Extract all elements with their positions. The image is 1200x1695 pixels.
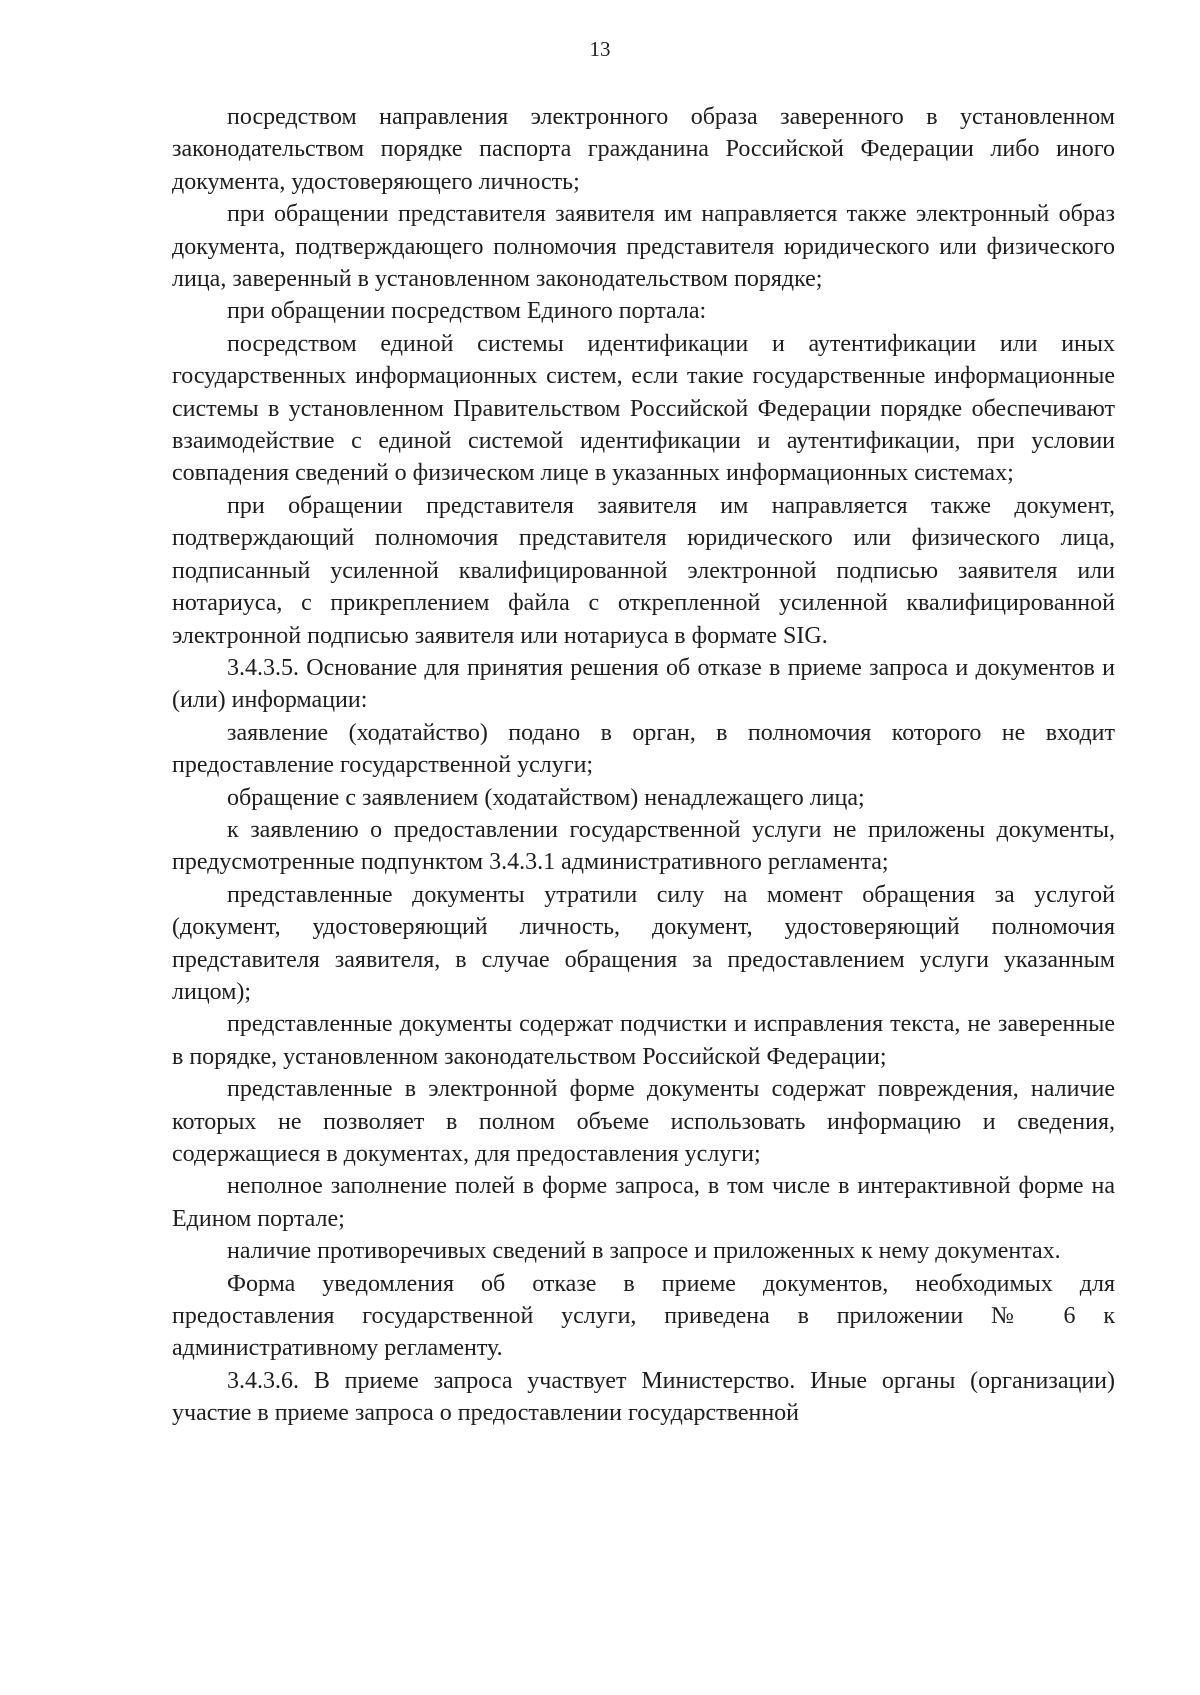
paragraph-missing-documents: к заявлению о предоставлении государственной услуги не приложены документы, предусмотренные подпунктом 3.4.3.1 административного регламента; [172, 816, 1115, 876]
paragraph-improper-person: обращение с заявлением (ходатайством) ненадлежащего лица; [227, 784, 865, 811]
paragraph-clause-3-4-3-6: 3.4.3.6. В приеме запроса участвует Министерство. Иные органы (организации) участие в приеме запроса о предоставлении государственной [172, 1367, 1115, 1427]
paragraph-identification-system: посредством единой системы идентификации и аутентификации или иных государственных информационных систем, если такие государственные информационные системы в установленном Правительством Российской Федерации порядке обеспечивают взаимодействие с единой системой идентификации и аутентификации, при условии совпадения сведений о физическом лице в указанных информационных системах; [172, 330, 1115, 487]
paragraph-refusal-form: Форма уведомления об отказе в приеме документов, необходимых для предоставления государственной услуги, приведена в приложении № 6 к административному регламенту. [172, 1270, 1115, 1362]
page-number: 13 [589, 37, 611, 61]
document-body [172, 101, 1115, 1430]
paragraph-representative-image: при обращении представителя заявителя им направляется также электронный образ документа, подтверждающего полномочия представителя юридического или физического лица, заверенный в установленном законодательством порядке; [172, 201, 1115, 293]
paragraph-wrong-authority: заявление (ходатайство) подано в орган, в полномочия которого не входит предоставление государственной услуги; [172, 719, 1115, 779]
paragraph-unified-portal: при обращении посредством Единого портала: [227, 298, 707, 325]
paragraph-clause-3-4-3-5: 3.4.3.5. Основание для принятия решения об отказе в приеме запроса и документов и (или) информации: [172, 654, 1115, 714]
paragraph-expired-documents: представленные документы утратили силу на момент обращения за услугой (документ, удостоверяющий личность, документ, удостоверяющий полномочия представителя заявителя, в случае обращения за предоставлением услуги указанным лицом); [172, 881, 1115, 1005]
paragraph-representative-signature: при обращении представителя заявителя им направляется также документ, подтверждающий полномочия представителя юридического или физического лица, подписанный усиленной квалифицированной электронной подписью заявителя или нотариуса, с прикреплением файла с открепленной усиленной квалифицированной электронной подписью заявителя или нотариуса в формате SIG. [172, 492, 1115, 649]
paragraph-incomplete-form: неполное заполнение полей в форме запроса, в том числе в интерактивной форме на Едином портале; [172, 1173, 1115, 1232]
paragraph-passport-image: посредством направления электронного образа заверенного в установленном законодательством порядке паспорта гражданина Российской Федерации либо иного документа, удостоверяющего личность; [172, 104, 1115, 195]
paragraph-contradictory-data: наличие противоречивых сведений в запросе и приложенных к нему документах. [227, 1238, 1061, 1265]
paragraph-damaged-files: представленные в электронной форме документы содержат повреждения, наличие которых не позволяет в полном объеме использовать информацию и сведения, содержащиеся в документах, для предоставления услуги; [172, 1076, 1115, 1167]
paragraph-corrections: представленные документы содержат подчистки и исправления текста, не заверенные в порядке, установленном законодательством Российской Федерации; [172, 1011, 1115, 1070]
